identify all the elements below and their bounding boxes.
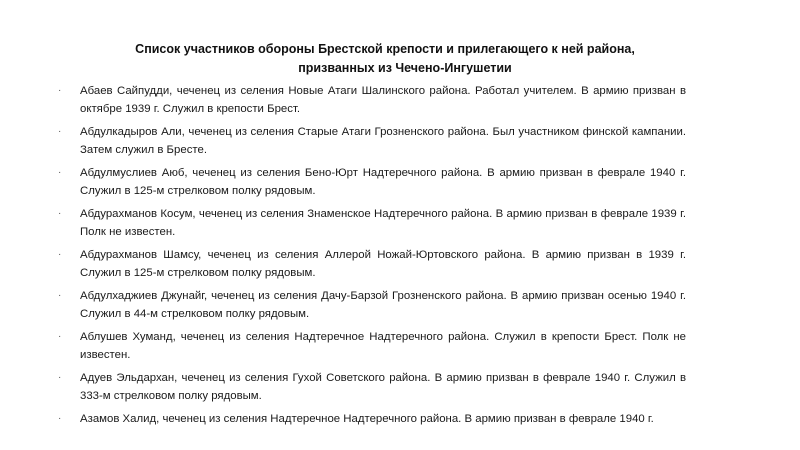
list-item-text: Абаев Сайпудди, чеченец из селения Новые Атаги Шалинского района. Работал учителем. В армию призван в октябре 1939 г. Служил в крепости Брест. bbox=[80, 85, 686, 115]
list-item bbox=[58, 123, 686, 159]
bullet-icon: · bbox=[58, 290, 62, 301]
list-item bbox=[58, 287, 686, 323]
title-line-1: Список участников обороны Брестской крепости и прилегающего к ней района, bbox=[135, 42, 635, 56]
bullet-icon: · bbox=[58, 372, 62, 383]
bullet-icon: · bbox=[58, 249, 62, 260]
list-item bbox=[58, 369, 686, 405]
bullet-icon: · bbox=[58, 85, 62, 96]
list-item bbox=[58, 410, 686, 428]
participants-list bbox=[58, 82, 686, 433]
bullet-icon: · bbox=[58, 331, 62, 342]
bullet-icon: · bbox=[58, 413, 62, 424]
list-item-text: Абдулмуслиев Аюб, чеченец из селения Бено-Юрт Надтеречного района. В армию призван в феврале 1940 г. Служил в 125-м стрелковом полку рядовым. bbox=[80, 167, 686, 197]
list-item bbox=[58, 328, 686, 364]
list-item bbox=[58, 82, 686, 118]
bullet-icon: · bbox=[58, 167, 62, 178]
list-item-text: Абдурахманов Косум, чеченец из селения Знаменское Надтеречного района. В армию призван в феврале 1939 г. Полк не известен. bbox=[80, 208, 686, 238]
list-item bbox=[58, 164, 686, 200]
list-item-text: Азамов Халид, чеченец из селения Надтеречное Надтеречного района. В армию призван в феврале 1940 г. bbox=[80, 413, 654, 425]
bullet-icon: · bbox=[58, 126, 62, 137]
list-item-text: Абдулхаджиев Джунайг, чеченец из селения Дачу-Барзой Грозненского района. В армию призван осенью 1940 г. Служил в 44-м стрелковом полку рядовым. bbox=[80, 290, 686, 320]
bullet-icon: · bbox=[58, 208, 62, 219]
list-item-text: Абдулкадыров Али, чеченец из селения Старые Атаги Грозненского района. Был участником финской кампании. Затем служил в Бресте. bbox=[80, 126, 686, 156]
list-item-text: Аблушев Хуманд, чеченец из селения Надтеречное Надтеречного района. Служил в крепости Брест. Полк не известен. bbox=[80, 331, 686, 361]
list-item-text: Адуев Эльдархан, чеченец из селения Гухой Советского района. В армию призван в феврале 1940 г. Служил в 333-м стрелковом полку рядовым. bbox=[80, 372, 686, 402]
list-item bbox=[58, 205, 686, 241]
list-item-text: Абдурахманов Шамсу, чеченец из селения Аллерой Ножай-Юртовского района. В армию призван в 1939 г. Служил в 125-м стрелковом полку рядовым. bbox=[80, 249, 686, 279]
document-title bbox=[0, 40, 800, 78]
list-item bbox=[58, 246, 686, 282]
title-line-2: призванных из Чечено-Ингушетии bbox=[298, 61, 512, 75]
